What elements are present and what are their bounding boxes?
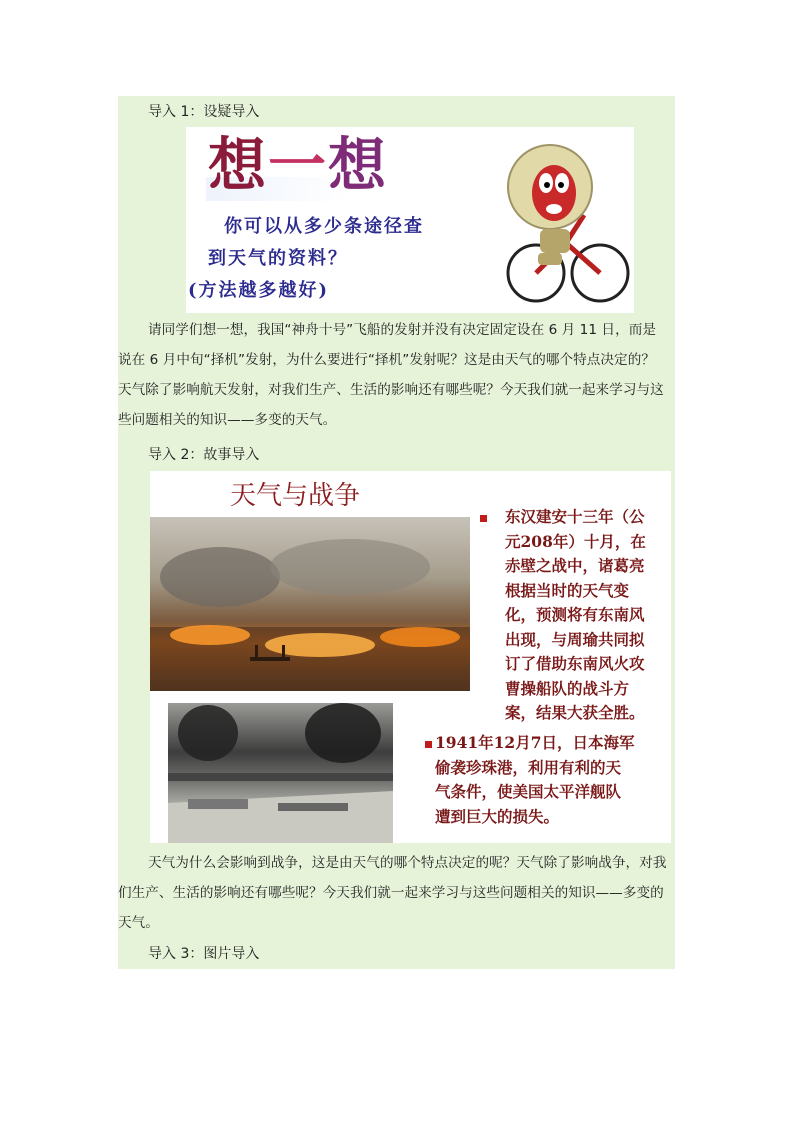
cyclist-mascot-illustration (504, 135, 632, 311)
paragraph2-line-2: 们生产、生活的影响还有哪些呢？今天我们就一起来学习与这些问题相关的知识——多变的 (118, 885, 664, 901)
pearl-harbor-text (435, 731, 635, 829)
think-title (208, 133, 388, 197)
think-char-2: 一 (268, 131, 329, 199)
paragraph2-line-3: 天气。 (118, 915, 159, 931)
weather-war-image (150, 471, 671, 843)
paragraph1-line-2: 说在 6 月中旬“择机”发射，为什么要进行“择机”发射呢？这是由天气的哪个特点决定的？ (118, 352, 655, 368)
chibi-line: 根据当时的天气变 (505, 580, 630, 600)
chibi-line: 案，结果大获全胜。 (505, 703, 645, 722)
battle-fire-photo (150, 517, 470, 691)
chibi-line: 化，预测将有东南风 (505, 605, 645, 624)
paragraph1-rest (118, 345, 675, 435)
chibi-line: 出现，与周瑜共同拟 (505, 629, 645, 649)
chibi-line: 订了借助东南风火攻 (505, 654, 645, 673)
paragraph2 (118, 848, 675, 878)
chibi-line: 赤壁之战中，诸葛亮 (505, 556, 645, 575)
think-line-1: 你可以从多少条途径查 (224, 216, 424, 237)
bullet-marker-2 (425, 741, 432, 748)
pearl-line: 1941年12月7日，日本海军 (435, 733, 635, 752)
paragraph1 (118, 315, 675, 345)
weather-war-title: 天气与战争 (230, 481, 361, 511)
chibi-line: 东汉建安十三年（公 (505, 507, 645, 526)
pearl-line: 遭到巨大的损失。 (435, 806, 560, 826)
think-line-3: (方法越多越好) (188, 280, 330, 301)
section2-heading: 导入 2：故事导入 (148, 447, 260, 463)
pearl-harbor-photo (168, 703, 393, 843)
think-image (186, 127, 634, 313)
paragraph1-line-4: 些问题相关的知识——多变的天气。 (118, 412, 337, 428)
pearl-harbor-illustration (168, 703, 393, 843)
section1-heading: 导入 1：设疑导入 (148, 104, 260, 120)
think-char-1: 想 (208, 131, 269, 199)
bullet-marker-1 (480, 515, 487, 522)
pearl-line: 偷袭珍珠港，利用有利的天 (435, 757, 622, 777)
paragraph2-line-1: 天气为什么会影响到战争，这是由天气的哪个特点决定的呢？天气除了影响战争，对我 (148, 855, 667, 871)
pearl-line: 气条件，使美国太平洋舰队 (435, 782, 622, 801)
chibi-line: 元208年）十月，在 (505, 531, 646, 551)
battle-fire-illustration (150, 517, 470, 691)
section3-heading: 导入 3：图片导入 (148, 946, 260, 962)
paragraph1-line-1: 请同学们想一想，我国“神舟十号”飞船的发射并没有决定固定设在 6 月 11 日，而是 (148, 322, 657, 338)
paragraph2-rest (118, 878, 675, 938)
chibi-line: 曹操船队的战斗方 (505, 678, 630, 698)
paragraph1-line-3: 天气除了影响航天发射，对我们生产、生活的影响还有哪些呢？今天我们就一起来学习与这 (118, 382, 664, 398)
think-line-2: 到天气的资料？ (208, 248, 348, 269)
think-char-3: 想 (328, 131, 389, 199)
chibi-battle-text (505, 505, 646, 726)
